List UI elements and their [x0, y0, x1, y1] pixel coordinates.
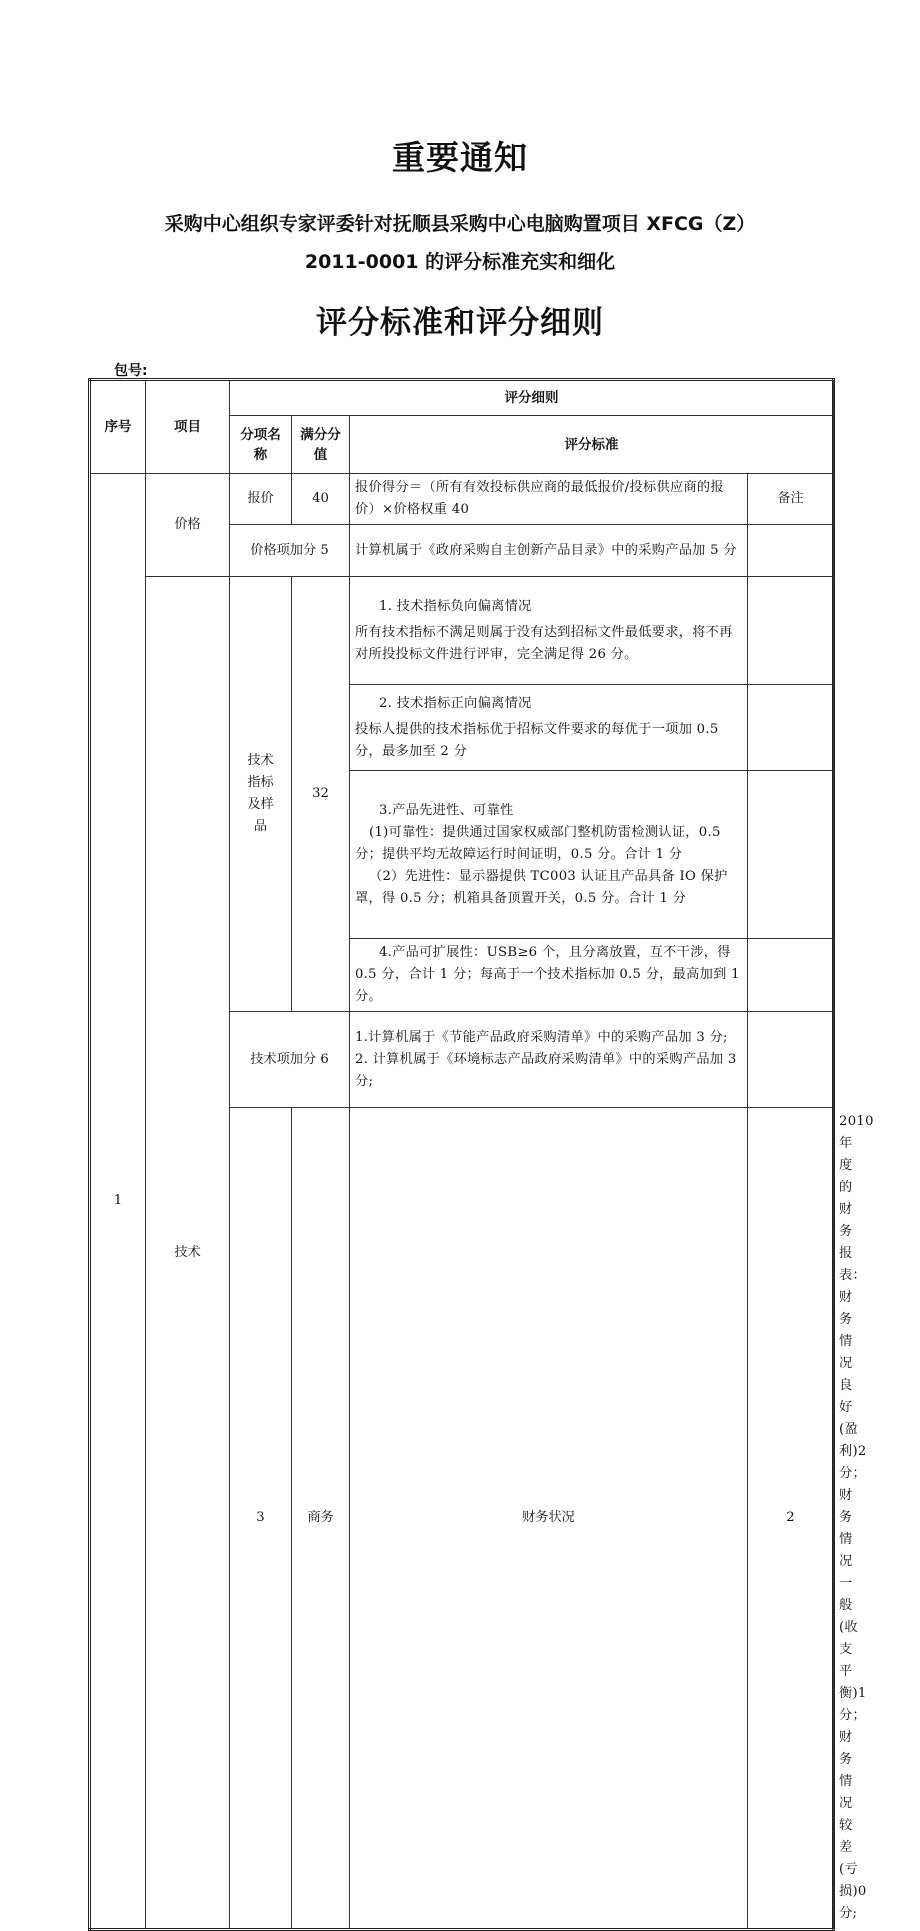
header-sub-name: 分项名称	[230, 416, 292, 474]
tech-standard-2-title: 2. 技术指标正向偏离情况	[379, 695, 532, 711]
tech-score: 32	[292, 577, 350, 1012]
package-label: 包号:	[114, 363, 148, 379]
item-business: 商务	[292, 1108, 350, 1930]
tech-standard-3-title: 3.产品先进性、可靠性	[379, 802, 514, 818]
quote-standard: 报价得分＝（所有有效投标供应商的最低报价/投标供应商的报价）×价格权重 40	[350, 474, 748, 525]
header-detail: 评分细则	[230, 380, 834, 416]
tech-standard-2	[350, 685, 748, 771]
tech-standard-2-body: 投标人提供的技术指标优于招标文件要求的每优于一项加 0.5 分，最多加至 2 分	[355, 721, 719, 759]
subtitle-line-2: 2011-0001 的评分标准充实和细化	[304, 251, 616, 273]
header-seq: 序号	[90, 380, 146, 474]
quote-name: 报价	[230, 474, 292, 525]
price-bonus-name: 价格项加分 5	[230, 525, 350, 577]
header-full-score: 满分分值	[292, 416, 350, 474]
quote-score: 40	[292, 474, 350, 525]
empty-cell	[748, 1012, 834, 1108]
page-title: 重要通知	[392, 138, 528, 177]
row-seq-3: 3	[230, 1108, 292, 1930]
empty-cell	[748, 771, 834, 939]
empty-cell	[748, 525, 834, 577]
tech-standard-3-advanced: （2）先进性：显示器提供 TC003 认证且产品具备 IO 保护罩，得 0.5 分；机箱具备顶置开关，0.5 分。合计 1 分	[355, 868, 728, 906]
price-bonus-standard: 计算机属于《政府采购自主创新产品目录》中的采购产品加 5 分	[350, 525, 748, 577]
header-item: 项目	[146, 380, 230, 474]
subtitle-line-1: 采购中心组织专家评委针对抚顺县采购中心电脑购置项目 XFCG（Z）	[164, 213, 756, 235]
scoring-table: 序号 项目 评分细则 分项名称 满分分值 评分标准 1 价格 报价 40 报价得分＝（所有有效投标供应商的最低报价/投标供应商的报价）×价格权重 40 备注 价格项加分 5 计算机属于《政府采购自主创新产品目录》中的采购产品加 5 分 技术 技术指标及样品 32 1. 技术指标负向偏离情况 所有技术指标不满足则属于没有达到招标文件最低要求，将不再对所投投标文件进行评审，完全满足得 26 分。 2. 技术指标正向偏离情况 投标人提供的技术指标优于招标文件要求的每优于一项加 0.5 分，最多加至 2 分 3.产品先进性、可靠性 (1)可靠性：提供通过国家权威部门整机防雷检测认证，0.5 分；提供平均无故障运行时间证明，0.5 分。合计 1 分 （2）先进性：显示器提供 TC003 认证且产品具备 IO 保护罩，得 0.5 分；机箱具备顶置开关，0.5 分。合计 1 分 4.产品可扩展性：USB≥6 个，且分离放置，互不干涉，得 0.5 分，合计 1 分；每高于一个技术指标加 0.5 分，最高加到 1 分。 技术项加分 6 1.计算机属于《节能产品政府采购清单》中的采购产品加 3 分; 2. 计算机属于《环境标志产品政府采购清单》中的采购产品加 3 分; 3 商务 财务状况 2 2010 年度的财务报表：财务情况良好(盈利)2 分；财务情况一般(收支平衡)1 分；财务情况较差(亏损)0 分;	[88, 378, 835, 1931]
finance-name: 财务状况	[350, 1108, 748, 1930]
tech-standard-3	[350, 771, 748, 939]
tech-bonus-name: 技术项加分 6	[230, 1012, 350, 1108]
tech-standard-1	[350, 577, 748, 685]
tech-bonus-standard	[350, 1012, 748, 1108]
tech-bonus-standard-2: 2. 计算机属于《环境标志产品政府采购清单》中的采购产品加 3 分;	[355, 1051, 737, 1089]
header-standard: 评分标准	[350, 416, 834, 474]
item-tech: 技术	[146, 577, 230, 1930]
tech-standard-1-body: 所有技术指标不满足则属于没有达到招标文件最低要求，将不再对所投投标文件进行评审，完全满足得 26 分。	[355, 624, 733, 662]
row-seq-1: 1	[90, 474, 146, 1930]
tech-bonus-standard-1: 1.计算机属于《节能产品政府采购清单》中的采购产品加 3 分;	[355, 1029, 728, 1045]
tech-standard-4-text: 4.产品可扩展性：USB≥6 个，且分离放置，互不干涉，得 0.5 分，合计 1 分；每高于一个技术指标加 0.5 分，最高加到 1 分。	[355, 945, 740, 1004]
empty-cell	[748, 939, 834, 1012]
tech-standard-1-title: 1. 技术指标负向偏离情况	[379, 598, 532, 614]
tech-standard-4	[350, 939, 748, 1012]
section-heading: 评分标准和评分细则	[316, 305, 604, 341]
tech-sub-name: 技术指标及样品	[230, 577, 292, 1012]
empty-cell	[748, 685, 834, 771]
item-price: 价格	[146, 474, 230, 577]
tech-standard-3-reliability: (1)可靠性：提供通过国家权威部门整机防雷检测认证，0.5 分；提供平均无故障运行时间证明，0.5 分。合计 1 分	[355, 824, 721, 862]
empty-cell	[748, 577, 834, 685]
finance-score: 2	[748, 1108, 834, 1930]
remark: 备注	[748, 474, 834, 525]
